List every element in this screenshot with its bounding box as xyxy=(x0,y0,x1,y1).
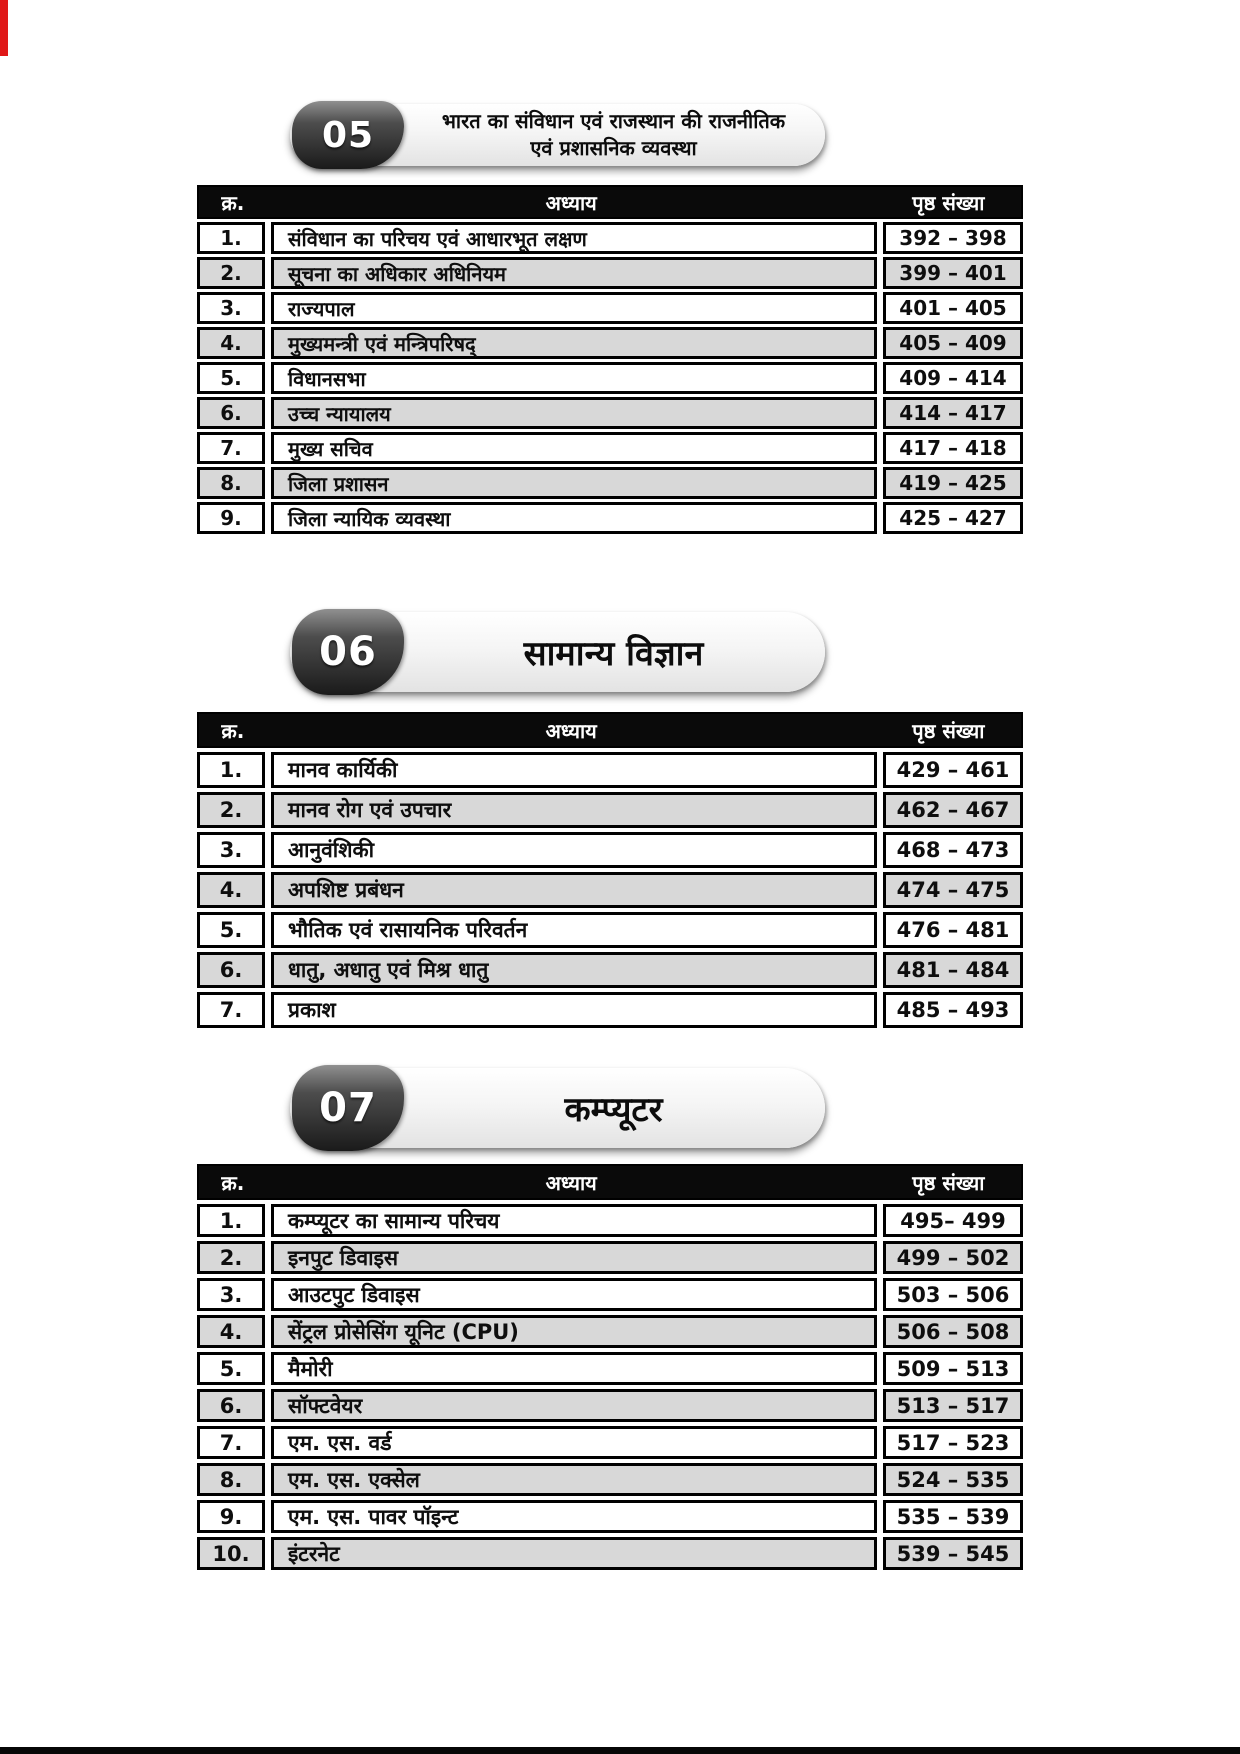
serial-cell: 1. xyxy=(197,752,265,788)
section-number: 06 xyxy=(319,629,377,675)
section-number-badge xyxy=(292,609,404,695)
table-body xyxy=(197,222,1023,534)
chapter-cell: एम. एस. एक्सेल xyxy=(271,1463,877,1496)
chapter-cell: मुख्य सचिव xyxy=(271,432,877,464)
table-row xyxy=(197,792,1023,828)
serial-cell: 3. xyxy=(197,832,265,868)
table-body xyxy=(197,1204,1023,1570)
pages-cell: 474 – 475 xyxy=(883,872,1023,908)
col-header-chapter: अध्याय xyxy=(545,1170,597,1195)
chapter-cell: जिला प्रशासन xyxy=(271,467,877,499)
col-header-pages: पृष्ठ संख्या xyxy=(912,190,985,215)
pages-cell: 517 – 523 xyxy=(883,1426,1023,1459)
chapter-cell: सूचना का अधिकार अधिनियम xyxy=(271,257,877,289)
pages-cell: 401 – 405 xyxy=(883,292,1023,324)
section-title-line: भारत का संविधान एवं राजस्थान की राजनीतिक xyxy=(441,109,786,133)
table-row xyxy=(197,1426,1023,1459)
col-header-chapter: अध्याय xyxy=(545,190,597,215)
table-row xyxy=(197,292,1023,324)
table-row xyxy=(197,1500,1023,1533)
table-header-row xyxy=(197,712,1023,748)
chapter-cell: मुख्यमन्त्री एवं मन्त्रिपरिषद् xyxy=(271,327,877,359)
pages-cell: 417 – 418 xyxy=(883,432,1023,464)
pages-cell: 509 – 513 xyxy=(883,1352,1023,1385)
table-row xyxy=(197,872,1023,908)
chapter-cell: राज्यपाल xyxy=(271,292,877,324)
serial-cell: 2. xyxy=(197,1241,265,1274)
serial-cell: 5. xyxy=(197,362,265,394)
chapter-cell: आउटपुट डिवाइस xyxy=(271,1278,877,1311)
chapter-cell: उच्च न्यायालय xyxy=(271,397,877,429)
pages-cell: 419 – 425 xyxy=(883,467,1023,499)
col-header-pages: पृष्ठ संख्या xyxy=(912,1170,985,1195)
serial-cell: 4. xyxy=(197,1315,265,1348)
table-body xyxy=(197,752,1023,1028)
pages-cell: 405 – 409 xyxy=(883,327,1023,359)
section-07 xyxy=(0,1068,1240,1570)
sections-container xyxy=(0,104,1240,1570)
table-row xyxy=(197,912,1023,948)
serial-cell: 7. xyxy=(197,432,265,464)
chapter-cell: मानव रोग एवं उपचार xyxy=(271,792,877,828)
chapter-cell: इनपुट डिवाइस xyxy=(271,1241,877,1274)
page-edge-red-strip xyxy=(0,0,8,56)
col-header-chapter: अध्याय xyxy=(545,718,597,743)
serial-cell: 6. xyxy=(197,1389,265,1422)
section-06 xyxy=(0,612,1240,1028)
col-header-serial: क्र. xyxy=(221,190,245,215)
serial-cell: 8. xyxy=(197,467,265,499)
table-row xyxy=(197,1352,1023,1385)
section-header-pill xyxy=(290,1068,825,1148)
serial-cell: 6. xyxy=(197,397,265,429)
chapters-table xyxy=(197,712,1023,1028)
serial-cell: 7. xyxy=(197,992,265,1028)
serial-cell: 8. xyxy=(197,1463,265,1496)
pages-cell: 399 – 401 xyxy=(883,257,1023,289)
section-number-badge xyxy=(292,101,404,169)
serial-cell: 5. xyxy=(197,1352,265,1385)
chapters-table xyxy=(197,1164,1023,1570)
chapter-cell: एम. एस. वर्ड xyxy=(271,1426,877,1459)
table-row xyxy=(197,467,1023,499)
pages-cell: 513 – 517 xyxy=(883,1389,1023,1422)
page-edge-bottom-bar xyxy=(0,1747,1240,1754)
table-row xyxy=(197,952,1023,988)
section-title-line: सामान्य विज्ञान xyxy=(523,634,704,674)
chapter-cell: आनुवंशिकी xyxy=(271,832,877,868)
serial-cell: 6. xyxy=(197,952,265,988)
table-header-row xyxy=(197,185,1023,219)
chapter-cell: मैमोरी xyxy=(271,1352,877,1385)
table-row xyxy=(197,1537,1023,1570)
table-row xyxy=(197,992,1023,1028)
serial-cell: 1. xyxy=(197,222,265,254)
pages-cell: 539 – 545 xyxy=(883,1537,1023,1570)
serial-cell: 9. xyxy=(197,1500,265,1533)
table-row xyxy=(197,1463,1023,1496)
table-row xyxy=(197,502,1023,534)
table-row xyxy=(197,832,1023,868)
chapter-cell: एम. एस. पावर पॉइन्ट xyxy=(271,1500,877,1533)
section-number: 07 xyxy=(319,1085,377,1131)
section-number: 05 xyxy=(321,114,375,156)
chapter-cell: सॉफ्टवेयर xyxy=(271,1389,877,1422)
chapter-cell: भौतिक एवं रासायनिक परिवर्तन xyxy=(271,912,877,948)
col-header-serial: क्र. xyxy=(221,1170,245,1195)
section-05 xyxy=(0,104,1240,534)
pages-cell: 485 – 493 xyxy=(883,992,1023,1028)
chapter-cell: प्रकाश xyxy=(271,992,877,1028)
chapters-table xyxy=(197,185,1023,534)
col-header-pages: पृष्ठ संख्या xyxy=(912,718,985,743)
serial-cell: 2. xyxy=(197,792,265,828)
table-row xyxy=(197,432,1023,464)
table-header-row xyxy=(197,1164,1023,1200)
serial-cell: 3. xyxy=(197,1278,265,1311)
pages-cell: 462 – 467 xyxy=(883,792,1023,828)
section-title-line: कम्प्यूटर xyxy=(564,1090,663,1130)
pages-cell: 476 – 481 xyxy=(883,912,1023,948)
chapter-cell: मानव कार्यिकी xyxy=(271,752,877,788)
table-row xyxy=(197,1315,1023,1348)
col-header-serial: क्र. xyxy=(221,718,245,743)
pages-cell: 506 – 508 xyxy=(883,1315,1023,1348)
pages-cell: 495– 499 xyxy=(883,1204,1023,1237)
serial-cell: 2. xyxy=(197,257,265,289)
chapter-cell: इंटरनेट xyxy=(271,1537,877,1570)
serial-cell: 4. xyxy=(197,327,265,359)
section-header-pill xyxy=(290,104,825,166)
serial-cell: 5. xyxy=(197,912,265,948)
chapter-cell: संविधान का परिचय एवं आधारभूत लक्षण xyxy=(271,222,877,254)
pages-cell: 392 – 398 xyxy=(883,222,1023,254)
pages-cell: 481 – 484 xyxy=(883,952,1023,988)
table-row xyxy=(197,327,1023,359)
pages-cell: 524 – 535 xyxy=(883,1463,1023,1496)
chapter-cell: विधानसभा xyxy=(271,362,877,394)
table-row xyxy=(197,362,1023,394)
pages-cell: 409 – 414 xyxy=(883,362,1023,394)
pages-cell: 425 – 427 xyxy=(883,502,1023,534)
table-row xyxy=(197,1204,1023,1237)
section-title-line: एवं प्रशासनिक व्यवस्था xyxy=(530,136,697,160)
table-row xyxy=(197,397,1023,429)
serial-cell: 1. xyxy=(197,1204,265,1237)
pages-cell: 414 – 417 xyxy=(883,397,1023,429)
chapter-cell: सेंट्रल प्रोसेसिंग यूनिट (CPU) xyxy=(271,1315,877,1348)
serial-cell: 10. xyxy=(197,1537,265,1570)
chapter-cell: धातु, अधातु एवं मिश्र धातु xyxy=(271,952,877,988)
section-header-pill xyxy=(290,612,825,692)
table-row xyxy=(197,1389,1023,1422)
serial-cell: 7. xyxy=(197,1426,265,1459)
pages-cell: 499 – 502 xyxy=(883,1241,1023,1274)
table-row xyxy=(197,222,1023,254)
table-row xyxy=(197,1241,1023,1274)
serial-cell: 4. xyxy=(197,872,265,908)
chapter-cell: कम्प्यूटर का सामान्य परिचय xyxy=(271,1204,877,1237)
pages-cell: 503 – 506 xyxy=(883,1278,1023,1311)
table-row xyxy=(197,752,1023,788)
pages-cell: 535 – 539 xyxy=(883,1500,1023,1533)
serial-cell: 9. xyxy=(197,502,265,534)
table-row xyxy=(197,1278,1023,1311)
serial-cell: 3. xyxy=(197,292,265,324)
section-number-badge xyxy=(292,1065,404,1151)
pages-cell: 468 – 473 xyxy=(883,832,1023,868)
chapter-cell: अपशिष्ट प्रबंधन xyxy=(271,872,877,908)
pages-cell: 429 – 461 xyxy=(883,752,1023,788)
chapter-cell: जिला न्यायिक व्यवस्था xyxy=(271,502,877,534)
table-row xyxy=(197,257,1023,289)
